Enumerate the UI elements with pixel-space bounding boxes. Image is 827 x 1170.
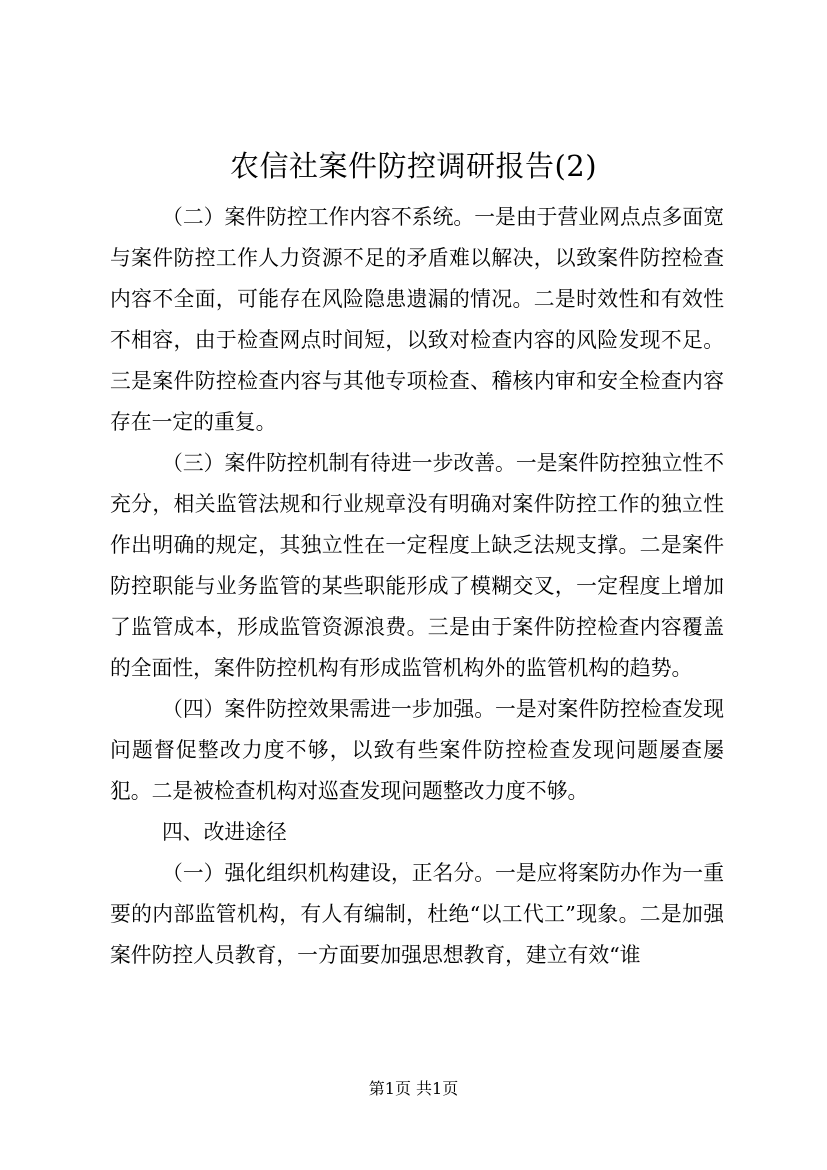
document-body	[110, 197, 724, 976]
paragraph-case-prevention-mechanism: （三）案件防控机制有待进一步改善。一是案件防控独立性不充分，相关监管法规和行业规章没有明确对案件防控工作的独立性作出明确的规定，其独立性在一定程度上缺乏法规支撑。二是案件防控职能与业务监管的某些职能形成了模糊交叉，一定程度上增加了监管成本，形成监管资源浪费。三是由于案件防控检查内容覆盖的全面性，案件防控机构有形成监管机构外的监管机构的趋势。	[110, 451, 724, 680]
paragraph-case-prevention-content: （二）案件防控工作内容不系统。一是由于营业网点点多面宽与案件防控工作人力资源不足的矛盾难以解决，以致案件防控检查内容不全面，可能存在风险隐患遗漏的情况。二是时效性和有效性不相容，由于检查网点时间短，以致对检查内容的风险发现不足。三是案件防控检查内容与其他专项检查、稽核内审和安全检查内容存在一定的重复。	[110, 205, 724, 434]
document-title: 农信社案件防控调研报告(2)	[229, 149, 598, 183]
page-footer: 第1页 共1页	[368, 1079, 459, 1098]
paragraph-organization-building: （一）强化组织机构建设，正名分。一是应将案防办作为一重要的内部监管机构，有人有编制，杜绝“以工代工”现象。二是加强案件防控人员教育，一方面要加强思想教育，建立有效“谁	[110, 861, 724, 967]
paragraph-case-prevention-effect: （四）案件防控效果需进一步加强。一是对案件防控检查发现问题督促整改力度不够，以致有些案件防控检查发现问题屡查屡犯。二是被检查机构对巡查发现问题整改力度不够。	[110, 697, 724, 803]
section-heading-improvement: 四、改进途径	[162, 820, 287, 844]
